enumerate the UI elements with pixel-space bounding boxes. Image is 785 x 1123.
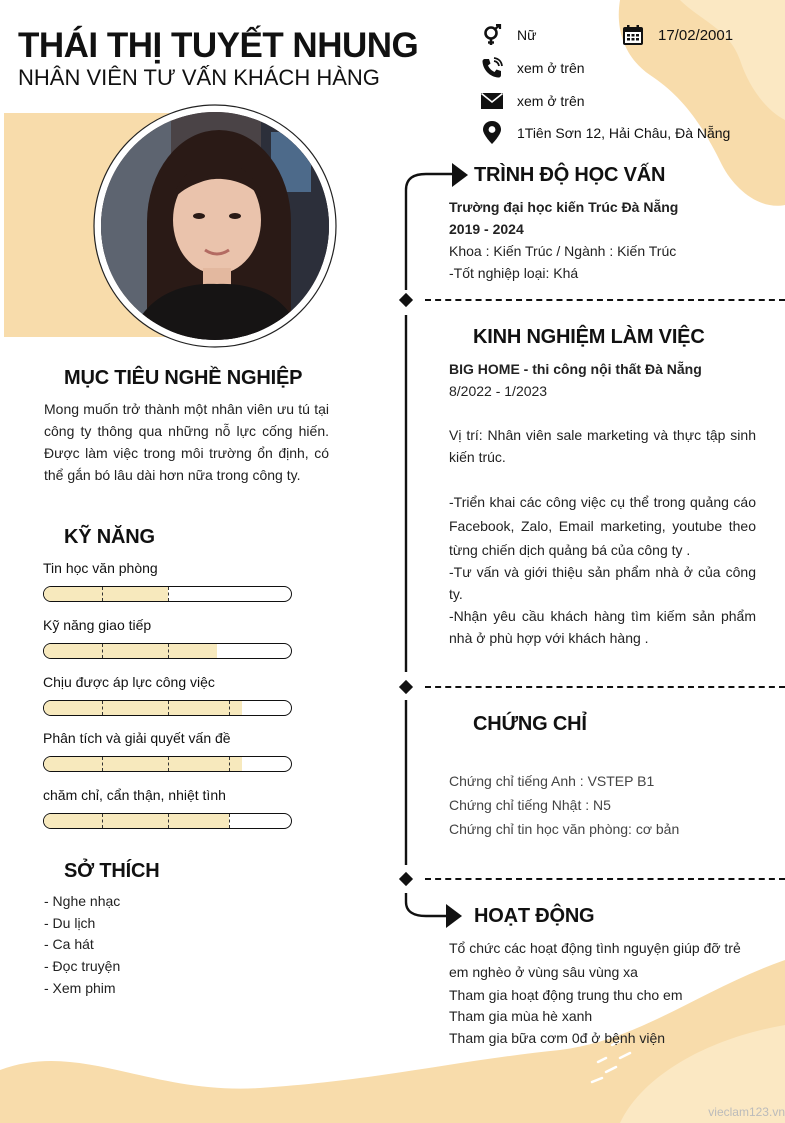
- objective-title: MỤC TIÊU NGHỀ NGHIỆP: [64, 367, 303, 389]
- contact-email: [481, 90, 585, 112]
- certificate-item: Chứng chỉ tiếng Anh : VSTEP B1: [449, 773, 655, 789]
- skill-level-fill: [44, 587, 168, 601]
- contact-gender: [481, 24, 536, 46]
- watermark: vieclam123.vn: [708, 1105, 785, 1119]
- birthdate-value: 17/02/2001: [658, 26, 734, 44]
- skill-level-tick: [168, 757, 169, 771]
- skill-level-bar: [43, 586, 292, 602]
- skill-level-bar: [43, 643, 292, 659]
- certificate-item: Chứng chỉ tiếng Nhật : N5: [449, 797, 611, 813]
- skill-level-tick: [168, 814, 169, 828]
- calendar-icon: [622, 24, 644, 46]
- education-period: 2019 - 2024: [449, 221, 524, 237]
- skill-name: Tin học văn phòng: [43, 560, 158, 576]
- skills-title: KỸ NĂNG: [64, 526, 155, 548]
- profile-photo: [101, 112, 329, 340]
- skill-level-fill: [44, 757, 242, 771]
- arrow-right-icon: [452, 163, 468, 187]
- skill-level-tick: [102, 814, 103, 828]
- hobby-item: - Đọc truyện: [44, 958, 121, 974]
- hobby-item: - Ca hát: [44, 936, 94, 952]
- certificates-title: CHỨNG CHỈ: [473, 713, 587, 735]
- arrow-right-icon: [446, 904, 462, 928]
- activity-item: Tổ chức các hoạt động tình nguyện giúp đỡ trẻ em nghèo ở vùng sâu vùng xa: [449, 940, 741, 980]
- hobbies-title: SỞ THÍCH: [64, 860, 160, 882]
- contact-phone: [481, 57, 585, 79]
- skill-level-bar: [43, 813, 292, 829]
- skill-level-fill: [44, 644, 217, 658]
- skill-level-tick: [102, 757, 103, 771]
- candidate-name: THÁI THỊ TUYẾT NHUNG: [18, 26, 419, 65]
- hobby-item: - Nghe nhạc: [44, 893, 121, 909]
- phone-icon: [481, 57, 503, 79]
- skill-name: Phân tích và giải quyết vấn đề: [43, 730, 231, 746]
- skill-level-fill: [44, 701, 242, 715]
- skill-name: Chịu được áp lực công việc: [43, 674, 215, 690]
- skill-level-tick: [168, 701, 169, 715]
- skill-level-tick: [229, 757, 230, 771]
- skill-level-tick: [102, 701, 103, 715]
- experience-duty: -Tư vấn và giới thiệu sản phẩm nhà ở của công ty.: [449, 564, 756, 602]
- activity-item: Tham gia bữa cơm 0đ ở bệnh viện: [449, 1030, 666, 1046]
- skill-name: chăm chỉ, cẩn thận, nhiệt tình: [43, 787, 226, 803]
- hobby-item: - Du lịch: [44, 915, 96, 931]
- experience-company: BIG HOME - thi công nội thất Đà Nẵng: [449, 361, 702, 377]
- gender-value: Nữ: [517, 27, 537, 43]
- education-grade: -Tốt nghiệp loại: Khá: [449, 265, 579, 281]
- address-value: 1Tiên Sơn 12, Hải Châu, Đà Nẵng: [517, 125, 731, 141]
- experience-duty: -Nhận yêu cầu khách hàng tìm kiếm sản phẩm nhà ở phù hợp với khách hàng .: [449, 608, 756, 646]
- experience-position: Vị trí: Nhân viên sale marketing và thực tập sinh kiến trúc.: [449, 427, 756, 465]
- activities-title: HOẠT ĐỘNG: [474, 905, 595, 927]
- skill-level-tick: [168, 587, 169, 601]
- objective-text: Mong muốn trở thành một nhân viên ưu tú tại công ty thông qua những nỗ lực cống hiến. Được làm việc trong môi trường ổn định, có thể gắn bó lâu dài hơn nữa trong công ty.: [44, 401, 329, 483]
- education-title: TRÌNH ĐỘ HỌC VẤN: [474, 164, 666, 186]
- section-divider: [425, 299, 785, 301]
- activity-item: Tham gia mùa hè xanh: [449, 1008, 593, 1024]
- skill-level-tick: [229, 814, 230, 828]
- experience-period: 8/2022 - 1/2023: [449, 383, 548, 399]
- skill-name: Kỹ năng giao tiếp: [43, 617, 152, 633]
- section-divider: [425, 686, 785, 688]
- skill-level-tick: [168, 644, 169, 658]
- skill-level-fill: [44, 814, 229, 828]
- skill-level-bar: [43, 756, 292, 772]
- skill-level-tick: [102, 587, 103, 601]
- experience-title: KINH NGHIỆM LÀM VIỆC: [473, 326, 705, 348]
- certificate-item: Chứng chỉ tin học văn phòng: cơ bản: [449, 821, 680, 837]
- skill-level-bar: [43, 700, 292, 716]
- hobby-item: - Xem phim: [44, 980, 116, 996]
- location-icon: [481, 122, 503, 144]
- email-icon: [481, 90, 503, 112]
- phone-value: xem ở trên: [517, 60, 585, 76]
- email-value: xem ở trên: [517, 93, 585, 109]
- contact-address: [481, 122, 730, 144]
- education-major: Khoa : Kiến Trúc / Ngành : Kiến Trúc: [449, 243, 677, 259]
- candidate-role: NHÂN VIÊN TƯ VẤN KHÁCH HÀNG: [18, 65, 380, 90]
- skill-level-tick: [102, 644, 103, 658]
- education-school: Trường đại học kiến Trúc Đà Nẵng: [449, 199, 679, 215]
- contact-birthdate: [622, 24, 733, 46]
- skill-level-tick: [229, 701, 230, 715]
- section-divider: [425, 878, 785, 880]
- gender-icon: [481, 24, 503, 46]
- experience-duty: -Triển khai các công việc cụ thể trong quảng cáo Facebook, Zalo, Email marketing, youtube theo từng chiến dịch quảng bá của công ty .: [449, 494, 756, 558]
- activity-item: Tham gia hoạt động trung thu cho em: [449, 987, 683, 1003]
